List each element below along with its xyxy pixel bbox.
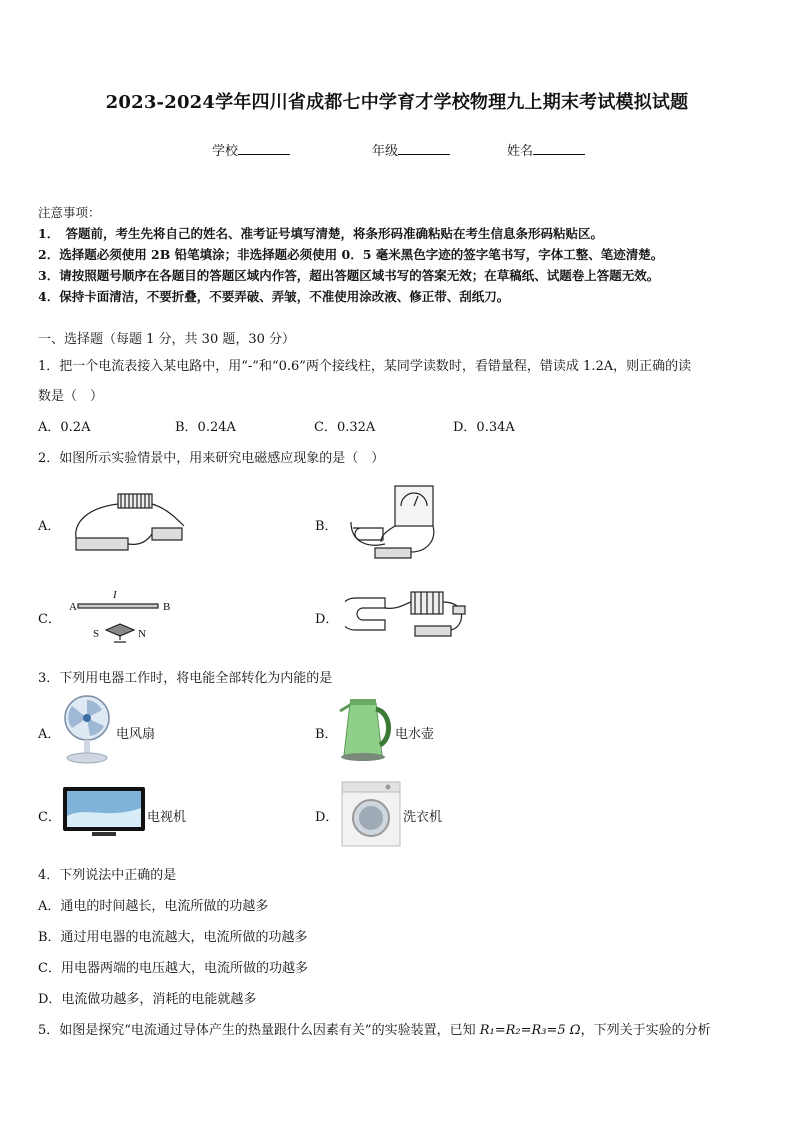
q2-figure-a [66,488,192,556]
school-blank[interactable] [238,142,290,155]
q3-option-a[interactable]: A． [38,727,61,742]
q4-option-b[interactable]: B．通过用电器的电流越大，电流所做的功越多 [38,930,308,945]
q2-option-c[interactable]: C． [38,612,61,627]
q2-figure-d [345,584,471,642]
end-a-label: A [69,601,77,613]
q2-figure-b [345,482,437,564]
q1-option-a[interactable]: A．0.2A [38,420,91,435]
kettle-icon [338,695,394,763]
q4-option-c[interactable]: C．用电器两端的电压越大，电流所做的功越多 [38,961,308,976]
q3-item-fan: 电风扇 [116,727,156,742]
grade-field[interactable] [372,140,450,159]
q1-option-d[interactable]: D．0.34A [453,420,515,435]
q1-option-c[interactable]: C．0.32A [314,420,376,435]
name-blank[interactable] [533,142,585,155]
q5-text-after: ，下列关于实验的分析 [580,1023,711,1038]
notice-item: 1． 答题前，考生先将自己的姓名、准考证号填写清楚，将条形码准确粘贴在考生信息条形码粘贴区。 [38,226,603,241]
notice-item: 2．选择题必须使用 2B 铅笔填涂；非选择题必须使用 0．5 毫米黑色字迹的签字笔书写，字体工整、笔迹清楚。 [38,247,664,262]
q5-stem [38,1019,711,1038]
q2-option-b[interactable]: B． [315,519,338,534]
q1-option-b[interactable]: B．0.24A [175,420,236,435]
q3-item-kettle: 电水壶 [395,727,435,742]
grade-blank[interactable] [398,142,450,155]
pole-s-label: S [93,628,100,640]
q3-item-tv: 电视机 [147,810,187,825]
fan-icon [62,694,112,766]
grade-label: 年级 [372,144,399,159]
current-label: I [113,589,117,601]
q3-option-b[interactable]: B． [315,727,338,742]
q1-stem-cont: 数是（ ） [38,389,104,404]
notice-item: 3．请按照题号顺序在各题目的答题区域内作答，超出答题区域书写的答案无效；在草稿纸、试题卷上答题无效。 [38,268,660,283]
q3-option-d[interactable]: D． [315,810,339,825]
q2-option-d[interactable]: D． [315,612,339,627]
q1-stem: 1．把一个电流表接入某电路中，用“-”和“0.6”两个接线柱，某同学读数时，看错量程，错读成 1.2A，则正确的读 [38,359,692,374]
q4-option-d[interactable]: D．电流做功越多，消耗的电能就越多 [38,992,257,1007]
q4-stem: 4．下列说法中正确的是 [38,868,177,883]
q2-figure-c [66,586,178,644]
page-title: 2023-2024学年四川省成都七中学育才学校物理九上期末考试模拟试题 [105,92,689,113]
notice-item: 4．保持卡面清洁，不要折叠，不要弄破、弄皱，不准使用涂改液、修正带、刮纸刀。 [38,289,510,304]
name-label: 姓名 [507,144,534,159]
end-b-label: B [163,601,171,613]
school-field[interactable] [212,140,290,159]
q5-formula: R₁=R₂=R₃=5 Ω [479,1023,581,1038]
q3-option-c[interactable]: C． [38,810,61,825]
pole-n-label: N [138,628,146,640]
q3-stem: 3．下列用电器工作时，将电能全部转化为内能的是 [38,671,333,686]
section-heading: 一、选择题（每题 1 分，共 30 题，30 分） [38,332,296,347]
q4-option-a[interactable]: A．通电的时间越长，电流所做的功越多 [38,899,269,914]
school-label: 学校 [212,144,239,159]
washing-machine-icon [340,780,402,848]
notice-heading: 注意事项： [38,205,101,220]
q2-option-a[interactable]: A． [38,519,61,534]
name-field[interactable] [507,140,585,159]
q2-stem: 2．如图所示实验情景中，用来研究电磁感应现象的是（ ） [38,451,385,466]
tv-icon [62,786,146,838]
q3-item-washer: 洗衣机 [403,810,443,825]
q5-text-before: 5．如图是探究“电流通过导体产生的热量跟什么因素有关”的实验装置，已知 [38,1023,480,1038]
